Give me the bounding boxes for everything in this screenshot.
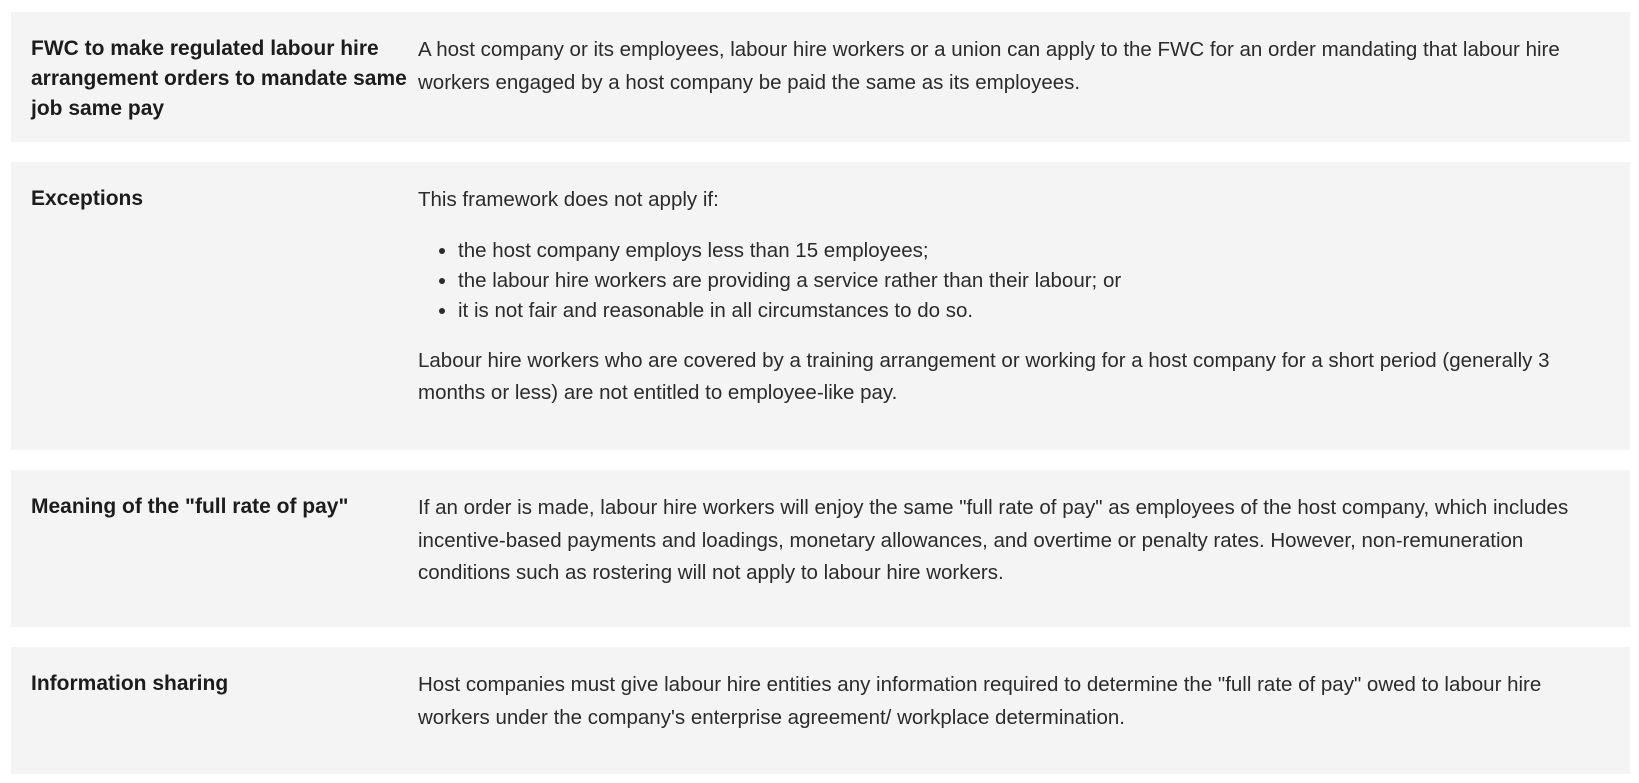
- row-content: [418, 470, 1630, 627]
- row-content: [418, 162, 1630, 450]
- summary-table: [11, 12, 1630, 774]
- row-paragraph: If an order is made, labour hire workers will enjoy the same "full rate of pay" as employees of the host company, which includes incentive-based payments and loadings, monetary allowances, and overtime or penalty rates. However, non-remuneration conditions such as rostering will not apply to labour hire workers.: [418, 496, 1569, 584]
- table-row: [11, 647, 1630, 774]
- row-heading: Exceptions: [31, 187, 144, 210]
- row-heading: FWC to make regulated labour hire arrangement orders to mandate same job same pay: [31, 37, 407, 120]
- row-content: [418, 12, 1630, 142]
- row-paragraph: Labour hire workers who are covered by a training arrangement or working for a host company for a short period (generally 3 months or less) are not entitled to employee-like pay.: [418, 348, 1550, 404]
- row-heading: Meaning of the "full rate of pay": [31, 495, 349, 518]
- table-row: [11, 12, 1630, 142]
- list-item: • the host company employs less than 15 employees;: [458, 236, 1590, 266]
- exceptions-list: [418, 236, 1590, 326]
- table-row: [11, 162, 1630, 450]
- row-content: [418, 647, 1630, 774]
- row-intro: This framework does not apply if:: [418, 188, 719, 211]
- row-paragraph: A host company or its employees, labour hire workers or a union can apply to the FWC for an order mandating that labour hire workers engaged by a host company be paid the same as its employees.: [418, 38, 1560, 94]
- row-heading: Information sharing: [31, 672, 229, 695]
- list-item: • the labour hire workers are providing a service rather than their labour; or: [458, 266, 1590, 296]
- table-row: [11, 470, 1630, 627]
- row-paragraph: Host companies must give labour hire entities any information required to determine the "full rate of pay" owed to labour hire workers under the company's enterprise agreement/ workplace determination.: [418, 673, 1542, 729]
- list-item: • it is not fair and reasonable in all circumstances to do so.: [458, 296, 1590, 326]
